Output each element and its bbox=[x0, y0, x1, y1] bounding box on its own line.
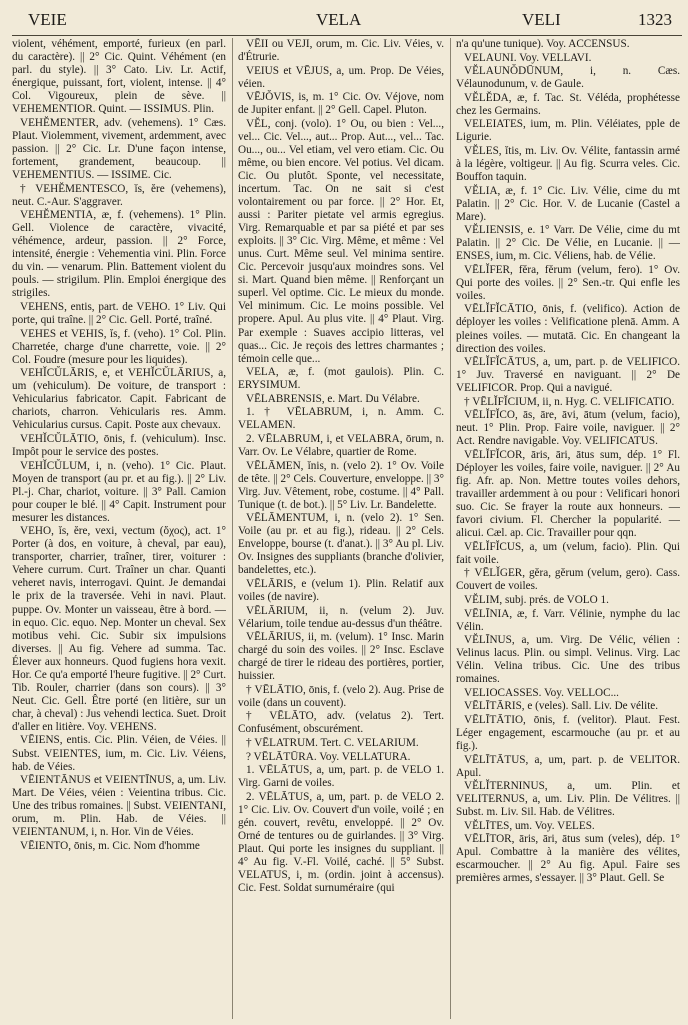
dictionary-entry: VELAUNI. Voy. VELLAVI. bbox=[464, 51, 592, 64]
column-divider bbox=[450, 38, 451, 1019]
running-header bbox=[14, 10, 678, 32]
dictionary-entry: VEHĬCŬLĀRIS, e, et VEHĬCŬLĀRIUS, a, um (vehiculum). De voiture, de transport : Vehicularius fabricator. Capit. Fabricant de chariots, charron. Vehicularis res. Amm. Vehicularius cursus. Capit. Poste aux chevaux. bbox=[12, 367, 226, 432]
dictionary-entry: VEHĬCŬLUM, i, n. (veho). 1° Cic. Plaut. Moyen de transport (au pr. et au fig.). || 2° Liv. Pl.-j. Char, chariot, voiture. || 3° Pall. Camion pour couper le blé. || 4° Capit. Instrument pour mesurer les distances. bbox=[12, 459, 226, 524]
column-middle bbox=[238, 38, 444, 1019]
dictionary-entry: VĒLĀRIUM, ii, n. (velum 2). Juv. Vélarium, toile tendue au-dessus d'un théâtre. bbox=[238, 604, 444, 630]
dictionary-entry: VĒLĪTĀTUS, a, um, part. p. de VELITOR. Apul. bbox=[456, 753, 680, 779]
column-divider bbox=[232, 38, 233, 1019]
dictionary-entry: VĒLĀMEN, ĭnis, n. (velo 2). 1° Ov. Voile de tête. || 2° Cels. Couverture, enveloppe. || 3° Virg. Juv. Vêtement, robe, costume. || 4° Pall. Tunique (t. de bot.). || 5° Liv. Lr. Bandelette. bbox=[238, 459, 444, 511]
dictionary-entry: VELA, æ, f. (mot gaulois). Plin. C. ERYSIMUM. bbox=[238, 366, 444, 392]
dictionary-entry: † VĒLĀTO, adv. (velatus 2). Tert. Confusément, obscurément. bbox=[238, 710, 444, 736]
column-left bbox=[12, 38, 226, 1019]
dictionary-entry: † VĒLĀTIO, ōnis, f. (velo 2). Aug. Prise de voile (dans un couvent). bbox=[238, 683, 444, 709]
dictionary-entry: VĒLĬFĬCĀTUS, a, um, part. p. de VELIFICO. 1° Juv. Traversé en naviguant. || 2° De VELIFICOR. Prop. Qui a navigué. bbox=[456, 356, 680, 395]
dictionary-entry: 1. VĒLĀTUS, a, um, part. p. de VELO 1. Virg. Garni de voiles. bbox=[238, 764, 444, 790]
dictionary-entry: VĒLĀMENTUM, i, n. (velo 2). 1° Sen. Voile (au pr. et au fig.), rideau. || 2° Cels. Enveloppe, bourse (t. d'anat.). || 3° Au pl. Liv. Ov. Insignes des suppliants (branche d'olivier, bandelettes, etc.). bbox=[238, 512, 444, 577]
dictionary-entry: VĒLĬFĬCĀTIO, ōnis, f. (velifico). Action de déployer les voiles : Velificatione plenā. Amm. A pleines voiles. — mutatā. Cic. En changeant la direction des voiles. bbox=[456, 303, 680, 355]
dictionary-entry: VEHĔMENTIA, æ, f. (vehemens). 1° Plin. Gell. Violence de caractère, vivacité, véhémence, ardeur, passion. || 2° Force, intensité, énergie : Vehementia vini. Plin. Force du vin. — venarum. Plin. Battement violent du pouls. — strigilum. Plin. Emploi énergique des strigiles. bbox=[12, 209, 226, 300]
dictionary-entry: VEHENS, entis, part. de VEHO. 1° Liv. Qui porte, qui traîne. || 2° Cic. Gell. Porté, traîné. bbox=[12, 300, 226, 326]
dictionary-entry: VEHO, ĭs, ĕre, vexi, vectum (ὄχος), act. 1° Porter (à dos, en voiture, à cheval, par eau), transporter, charrier, traîner, tirer, voiturer : Vehere currum. Curt. Traîner un char. Quanti veheret navis, interrogavi. Quint. Je demandai le prix de la traversée. Vehi in navi. Plaut. puppe. Ov. Monter un vaisseau, être à bord. — in equo. Cic. equo. Nep. Monter un cheval. Sex motibus vehi. Cic. Subir six impulsions diverses. || Au fig. Vehere ad summa. Tac. Élever aux honneurs. Quod fugiens hora vexit. Hor. Ce qu'a emporté l'heure fugitive. || 2° Curt. Tib. Rouler, charrier (dans son cours). || 3° Neut. Cic. Gell. Être porté (en litière, sur un char, à cheval) : Jus vehendi lectica. Suet. Droit d'aller en litière. Voy. VEHENS. bbox=[12, 525, 226, 733]
dictionary-entry: VĔLĬTERNINUS, a, um. Plin. et VELITERNUS, a, um. Liv. Plin. De Vélitres. || Subst. m. Liv. Sil. Hab. de Vélitres. bbox=[456, 780, 680, 819]
dictionary-entry: VĒLĬFER, fĕra, fĕrum (velum, fero). 1° Ov. Qui porte des voiles. || 2° Sen.-tr. Qui enfle les voiles. bbox=[456, 263, 680, 302]
dictionary-entry: † VĒLATRUM. Tert. C. VELARIUM. bbox=[246, 736, 419, 749]
dictionary-entry: VELIOCASSES. Voy. VELLOC... bbox=[464, 686, 619, 699]
dictionary-entry: VĒLĬFĬCUS, a, um (velum, facio). Plin. Qui fait voile. bbox=[456, 540, 680, 566]
dictionary-entry: VEHĔMENTER, adv. (vehemens). 1° Cæs. Plaut. Violemment, vivement, ardemment, avec passion. || 2° Cic. Lr. D'une façon intense, fortement, grandement, beaucoup. || VEHEMENTIUS. — ISSIME. Cic. bbox=[12, 116, 226, 181]
dictionary-entry: VEHĬCŬLĀTIO, ōnis, f. (vehiculum). Insc. Impôt pour le service des postes. bbox=[12, 432, 226, 458]
dictionary-entry: violent, véhément, emporté, furieux (en parl. du caractère). || 2° Cic. Quint. Véhément (en parl. du style). || 3° Cato. Liv. Lr. Actif, énergique, puissant, fort, violent, intense. || 4° Col. Vigoureux, plein de sève. || VEHEMENTIOR. Quint. — ISSIMUS. Plin. bbox=[12, 38, 226, 116]
page-number: 1323 bbox=[638, 10, 672, 29]
dictionary-entry: VĔLES, ĭtis, m. Liv. Ov. Vélite, fantassin armé à la légère, voltigeur. || Au fig. Scurra veles. Cic. Bouffon taquin. bbox=[456, 144, 680, 183]
dictionary-entry: † VĒLĬGER, gĕra, gĕrum (velum, gero). Cass. Couvert de voiles. bbox=[456, 567, 680, 593]
dictionary-entry: VĔLĪTES, um. Voy. VELES. bbox=[464, 819, 595, 832]
dictionary-entry: VEHES et VEHIS, ĭs, f. (veho). 1° Col. Plin. Charretée, charge d'une charrette, voie. || 2° Col. Foudre (mesure pour les liquides). bbox=[12, 327, 226, 366]
dictionary-entry: VĒIENTĀNUS et VEIENTĪNUS, a, um. Liv. Mart. De Véies, véien : Veientina tribus. Cic. Une des tribus romaines. || Subst. VEIENTANI, orum, m. Plin. Hab. de Véies. || VEIENTANUM, i, n. Hor. Vin de Véies. bbox=[12, 774, 226, 839]
dictionary-entry: VĒLABRENSIS, e. Mart. Du Vélabre. bbox=[246, 392, 420, 405]
dictionary-entry: VĒJŎVIS, is, m. 1° Cic. Ov. Véjove, nom de Jupiter enfant. || 2° Gell. Capel. Pluton. bbox=[238, 91, 444, 117]
column-right bbox=[456, 38, 680, 1019]
dictionary-entry: 1. † VĒLABRUM, i, n. Amm. C. VELAMEN. bbox=[238, 406, 444, 432]
dictionary-entry: n'a qu'une tunique). Voy. ACCENSUS. bbox=[456, 38, 630, 50]
dictionary-entry: VĒLĀRIUS, ii, m. (velum). 1° Insc. Marin chargé du soin des voiles. || 2° Insc. Esclave chargé de tirer le rideau des portières, portier, huissier. bbox=[238, 631, 444, 683]
dictionary-entry: VĒIENS, entis. Cic. Plin. Véien, de Véies. || Subst. VEIENTES, ium, m. Cic. Liv. Véiens, hab. de Véies. bbox=[12, 734, 226, 773]
header-center-guideword: VELA bbox=[316, 10, 362, 29]
dictionary-entry: VĔLĪNUS, a, um. Virg. De Vélic, vélien : Velinus lacus. Plin. ou simpl. Velinus. Virg. Lac Vélin. Velina tribus. Cic. Une des tribus romaines. bbox=[456, 634, 680, 686]
dictionary-entry: † VĒLĬFĬCIUM, ii, n. Hyg. C. VELIFICATIO. bbox=[464, 395, 675, 408]
header-left-guideword: VEIE bbox=[28, 10, 67, 29]
dictionary-entry: VĒLĬFĬCOR, āris, āri, ātus sum, dép. 1° Fl. Déployer les voiles, faire voile, naviguer. || 2° Au fig. Afr. ap. Non. Mettre toutes voiles dehors, travailler ardemment à ou pour : Velificari honori suo. Cic. Se frayer la route aux honneurs. — favori civium. Fl. Chercher la popularité. — alicui. Cæl. ap. Cic. Travailler pour qqn. bbox=[456, 448, 680, 540]
dictionary-entry: VĔLIA, æ, f. 1° Cic. Liv. Vélie, cime du mt Palatin. || 2° Cic. Hor. V. de Lucanie (Castel a Mare). bbox=[456, 184, 680, 223]
dictionary-entry: ? VĒLĀTŪRA. Voy. VELLATURA. bbox=[246, 750, 411, 763]
dictionary-entry: VĔLAUNŎDŪNUM, i, n. Cæs. Vélaunodunum, v. de Gaule. bbox=[456, 65, 680, 91]
dictionary-entry: VĒII ou VEJI, orum, m. Cic. Liv. Véies, v. d'Étrurie. bbox=[238, 38, 444, 64]
dictionary-entry: VĔLĔDA, æ, f. Tac. St. Véléda, prophétesse chez les Germains. bbox=[456, 91, 680, 117]
dictionary-entry: VĔLIM, subj. prés. de VOLO 1. bbox=[464, 593, 609, 606]
dictionary-entry: 2. VĒLABRUM, i, et VELABRA, ōrum, n. Varr. Ov. Le Vélabre, quartier de Rome. bbox=[238, 432, 444, 458]
dictionary-entry: † VEHĔMENTESCO, ĭs, ĕre (vehemens), neut. C.-Aur. S'aggraver. bbox=[12, 182, 226, 208]
dictionary-entry: VĒIENTO, ōnis, m. Cic. Nom d'homme bbox=[20, 839, 200, 852]
dictionary-entry: VĒLĀRIS, e (velum 1). Plin. Relatif aux voiles (de navire). bbox=[238, 577, 444, 603]
dictionary-entry: VEIUS et VĒJUS, a, um. Prop. De Véies, véien. bbox=[238, 64, 444, 90]
dictionary-entry: VĒLĬFĬCO, ās, āre, āvi, ātum (velum, facio), neut. 1° Plin. Prop. Faire voile, naviguer. || 2° Act. Rendre navigable. Voy. VELIFICATUS. bbox=[456, 409, 680, 448]
dictionary-entry: VĒLĪTĀTIO, ōnis, f. (velitor). Plaut. Fest. Léger engagement, escarmouche (au pr. et au fig.). bbox=[456, 713, 680, 752]
dictionary-entry: VĔLIENSIS, e. 1° Varr. De Vélie, cime du mt Palatin. || 2° Cic. De Vélie, en Lucanie. || — ENSES, ium, m. Cic. Véliens, hab. de Vélie. bbox=[456, 224, 680, 263]
dictionary-entry: VĒLĪTOR, āris, āri, ātus sum (veles), dép. 1° Apul. Combattre à la manière des vélites, escarmoucher. || 2° Au fig. Apul. Faire ses premières armes, s'essayer. || 3° Plaut. Gell. Se bbox=[456, 833, 680, 885]
header-rule bbox=[12, 35, 682, 36]
dictionary-entry: VELEIATES, ium, m. Plin. Véléiates, pple de Ligurie. bbox=[456, 118, 680, 144]
dictionary-entry: VĒLĪNIA, æ, f. Varr. Vélinie, nymphe du lac Vélin. bbox=[456, 607, 680, 633]
header-right-guideword: VELI bbox=[522, 10, 561, 29]
dictionary-entry: 2. VĒLĀTUS, a, um, part. p. de VELO 2. 1° Cic. Liv. Ov. Couvert d'un voile, voilé ; en gén. couvert, revêtu, enveloppé. || 2° Ov. Orné de tentures ou de guirlandes. || 3° Virg. Plaut. Qui porte les insignes du suppliant. || 4° Au fig. V.-Fl. Voilé, caché. || 5° Subst. VELATUS, i, m. (ordin. joint à accensus). Cic. Fest. Soldat surnuméraire (qui bbox=[238, 790, 444, 894]
dictionary-entry: VĔL, conj. (volo). 1° Ou, ou bien : Vel..., vel... Cic. Vel..., aut... Prop. Aut..., vel... Tac. Ou..., ou... Vel etiam, vel vero etiam. Cic. Ou même, ou bien encore. Vel potius. Vel dicam. Cic. Ou plutôt. Sponte, vel necessitate, incertum. Tac. On ne sait si c'est volontairement ou par force. || 2° Hor. Et, aussi : Pariter pietate vel armis egregius. Virg. Remarquable et par sa piété et par ses exploits. || 3° Cic. Virg. Même, et même : Vel unus. Curt. Même seul. Vel minima sentire. Cic. Percevoir jusqu'aux moindres sons. Vel si. Mart. Quand bien même. || Renforçant un superl. Vel optime. Cic. Le mieux du monde. Vel minimum. Cic. Le moins possible. Vel propere. Apul. Au plus vite. || 4° Plaut. Virg. Par exemple : Suaves accipio litteras, vel quas... Cic. Je reçois des lettres charmantes ; témoin celle que... bbox=[238, 117, 444, 365]
dictionary-entry: VĒLĪTĀRIS, e (veles). Sall. Liv. De vélite. bbox=[464, 700, 659, 713]
